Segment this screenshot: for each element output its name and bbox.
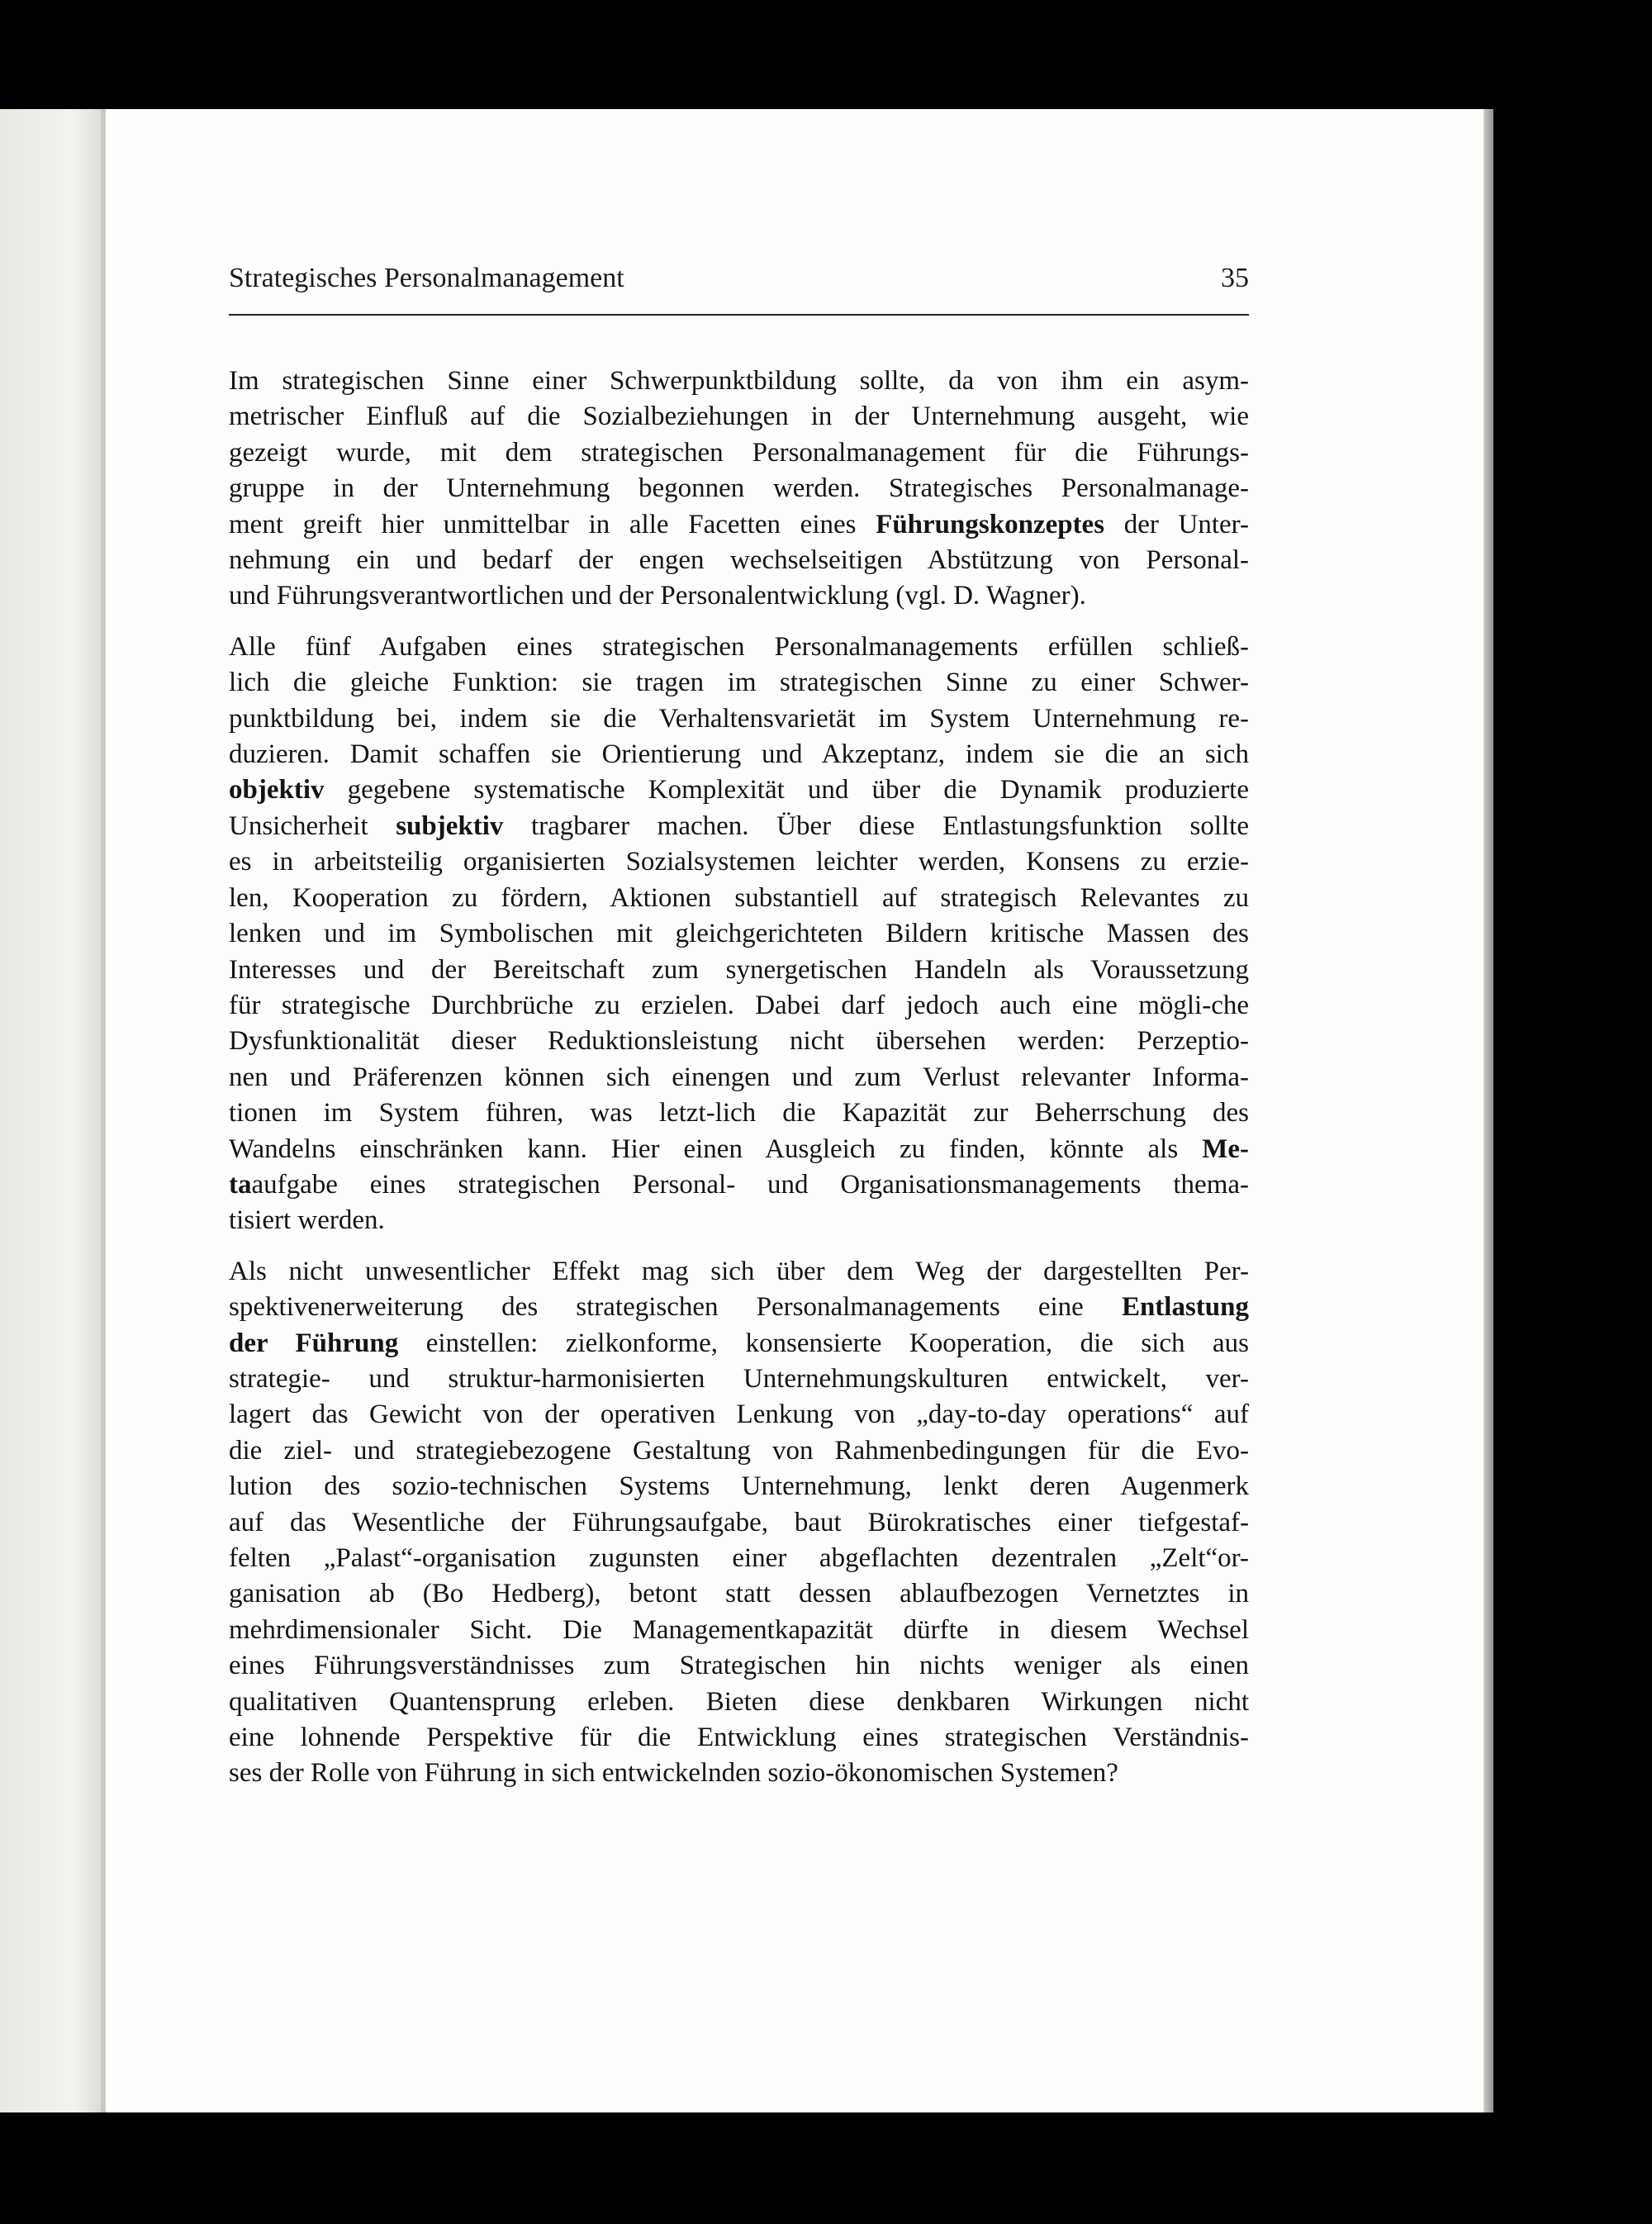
text-line [229,435,1249,471]
bold-term: Führungskonzeptes [876,509,1105,539]
text-run: Interesses und der Bereitschaft zum synergetischen Handeln als Voraussetzung [229,954,1249,985]
page-edge [1483,109,1493,2112]
running-title: Strategisches Personalmanagement [229,263,624,293]
text-line [229,916,1249,952]
text-run: mehrdimensionaler Sicht. Die Managementkapazität dürfte in diesem Wechsel [229,1614,1249,1645]
text-run: punktbildung bei, indem sie die Verhaltensvarietät im System Unternehmung re- [229,703,1249,734]
text-line [229,1203,1249,1238]
text-line [229,1290,1249,1325]
text-line [229,701,1249,737]
text-run: es in arbeitsteilig organisierten Sozialsystemen leichter werden, Konsens zu erzie- [229,847,1249,877]
text-run: Unsicherheit [229,810,396,841]
text-line [229,1397,1249,1433]
text-run: eines Führungsverständnisses zum Strategischen hin nichts weniger als einen [229,1651,1249,1681]
text-run: ganisation ab (Bo Hedberg), betont statt dessen ablaufbezogen Vernetztes in [229,1579,1249,1609]
text-line [229,1326,1249,1361]
text-run: Dysfunktionalität dieser Reduktionsleistung nicht übersehen werden: Perzeptio- [229,1026,1249,1057]
text-line [229,364,1249,399]
text-line [229,1060,1249,1095]
text-line [229,543,1249,578]
text-line [229,881,1249,916]
text-run: qualitativen Quantensprung erleben. Bieten diese denkbaren Wirkungen nicht [229,1686,1249,1717]
text-line [229,1613,1249,1648]
text-run: lich die gleiche Funktion: sie tragen im strategischen Sinne zu einer Schwer- [229,668,1249,698]
text-run: lenken und im Symbolischen mit gleichgerichteten Bildern kritische Massen des [229,919,1249,949]
text-run: len, Kooperation zu fördern, Aktionen substantiell auf strategisch Relevantes zu [229,882,1249,913]
text-line [229,1720,1249,1756]
text-line [229,1024,1249,1059]
text-run: tragbarer machen. Über diese Entlastungsfunktion sollte [503,810,1249,841]
text-run: Im strategischen Sinne einer Schwerpunktbildung sollte, da von ihm ein asym- [229,366,1249,396]
text-line [229,1648,1249,1684]
running-head [229,263,1249,304]
text-run: Alle fünf Aufgaben eines strategischen Personalmanagements erfüllen schließ- [229,631,1249,662]
text-run: lagert das Gewicht von der operativen Lenkung von „day-to-day operations“ auf [229,1400,1249,1430]
text-line [229,1541,1249,1576]
text-run: aufgabe eines strategischen Personal- und Organisationsmanagements thema- [251,1169,1249,1200]
text-line [229,471,1249,506]
text-line [229,1576,1249,1612]
text-line [229,844,1249,880]
text-line [229,1505,1249,1541]
text-line [229,399,1249,435]
text-line [229,507,1249,543]
text-line [229,1433,1249,1469]
bold-term: objektiv [229,775,325,805]
text-line [229,630,1249,665]
text-run: tisiert werden. [229,1205,385,1236]
text-line [229,1469,1249,1504]
text-run: tionen im System führen, was letzt-lich die Kapazität zur Beherrschung des [229,1098,1249,1129]
text-run: und Führungsverantwortlichen und der Personalentwicklung (vgl. D. Wagner). [229,581,1086,611]
text-line [229,953,1249,988]
text-run: gezeigt wurde, mit dem strategischen Personalmanagement für die Führungs- [229,437,1249,468]
text-run: einstellen: zielkonforme, konsensierte Kooperation, die sich aus [398,1328,1249,1358]
text-line [229,1095,1249,1131]
page-number: 35 [1221,263,1249,293]
bold-term: der Führung [229,1328,399,1358]
header-rule [229,314,1249,316]
book-spine-shadow [0,109,106,2112]
text-run: spektivenerweiterung des strategischen Personalmanagements eine [229,1292,1122,1323]
text-run: nen und Präferenzen können sich einengen und zum Verlust relevanter Informa- [229,1062,1249,1092]
paragraph [229,1254,1249,1792]
text-run: metrischer Einfluß auf die Sozialbeziehungen in der Unternehmung ausgeht, wie [229,402,1249,432]
paragraph [229,364,1249,615]
text-run: lution des sozio-technischen Systems Unternehmung, lenkt deren Augenmerk [229,1471,1249,1502]
text-run: ses der Rolle von Führung in sich entwickelnden sozio-ökonomischen Systemen? [229,1758,1118,1789]
paragraph [229,630,1249,1239]
text-run: auf das Wesentliche der Führungsaufgabe, baut Bürokratisches einer tiefgestaf- [229,1507,1249,1537]
text-run: duzieren. Damit schaffen sie Orientierung und Akzeptanz, indem sie die an sich [229,739,1249,770]
text-run: gruppe in der Unternehmung begonnen werden. Strategisches Personalmanage- [229,473,1249,504]
bold-term: Entlastung [1121,1292,1249,1323]
bold-term: subjektiv [396,810,504,841]
bold-term: ta [229,1169,252,1200]
text-line [229,809,1249,844]
text-run: die ziel- und strategiebezogene Gestaltung von Rahmenbedingungen für die Evo- [229,1435,1249,1466]
text-line [229,772,1249,808]
text-run: Wandelns einschränken kann. Hier einen Ausgleich zu finden, könnte als [229,1133,1203,1164]
body-text [229,364,1249,1807]
text-run: Als nicht unwesentlicher Effekt mag sich über dem Weg der dargestellten Per- [229,1256,1249,1286]
text-line [229,1167,1249,1203]
text-run: gegebene systematische Komplexität und über die Dynamik produzierte [324,775,1249,805]
text-line [229,665,1249,701]
text-run: für strategische Durchbrüche zu erzielen. Dabei darf jedoch auch eine mögli-che [229,990,1249,1020]
text-line [229,1685,1249,1720]
text-line [229,1132,1249,1167]
text-run: felten „Palast“-organisation zugunsten einer abgeflachten dezentralen „Zelt“or- [229,1543,1249,1573]
text-line [229,988,1249,1024]
text-run: nehmung ein und bedarf der engen wechselseitigen Abstützung von Personal- [229,545,1249,576]
text-run: strategie- und struktur-harmonisierten Unternehmungskulturen entwickelt, ver- [229,1363,1249,1394]
text-line [229,1361,1249,1397]
text-run: ment greift hier unmittelbar in alle Facetten eines [229,509,876,539]
bold-term: Me- [1202,1133,1249,1164]
text-line [229,737,1249,772]
text-run: der Unter- [1104,509,1249,539]
text-run: eine lohnende Perspektive für die Entwicklung eines strategischen Verständnis- [229,1723,1249,1753]
text-line [229,1254,1249,1290]
text-line [229,1756,1249,1791]
text-line [229,578,1249,614]
